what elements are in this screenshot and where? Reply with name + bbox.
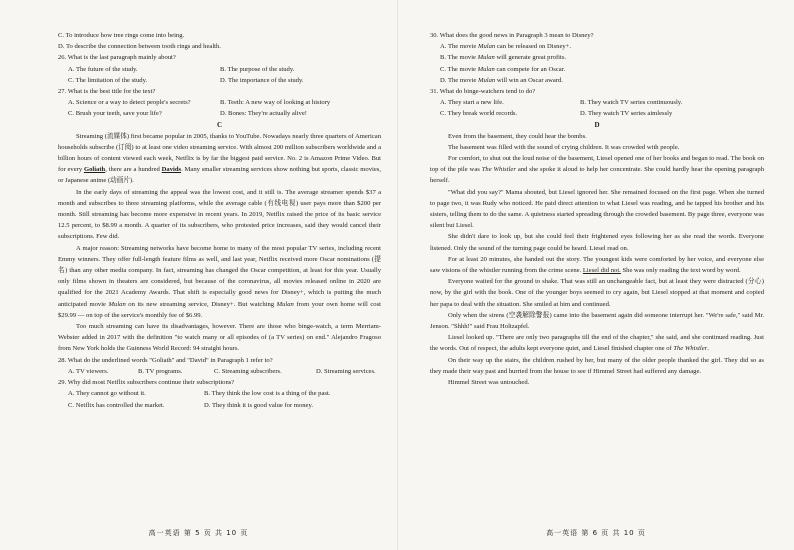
q30-option-d xyxy=(430,75,764,86)
q31-option-a: A. They start a new life. xyxy=(440,99,504,107)
d9-text-b: . xyxy=(707,345,709,353)
q30-c-mulan: Mulan xyxy=(477,65,495,73)
q27-option-c: C. Brush your teeth, save your life? xyxy=(68,110,162,118)
d9-text-a: Liesel looked up. "There are only two paragraphs till the end of the chapter," she said, and she continued reading. Just the words. Out of respect, the adults kept everyone quiet, and Liesel finished chapter one of xyxy=(430,334,764,353)
question-30: 30. What does the good news in Paragraph 3 mean to Disney? xyxy=(430,32,594,39)
d6-text-b: She was only reading the text word by word. xyxy=(620,267,741,275)
q29-row-2 xyxy=(58,400,381,411)
q29-option-a: A. They cannot go without it. xyxy=(68,390,146,398)
underlined-liesel-did-not: Liesel did not. xyxy=(582,267,621,275)
q30-b-prefix: B. The movie xyxy=(440,54,478,62)
q29-option-b: B. They think the low cost is a thing of the past. xyxy=(204,390,331,398)
passage-c-paragraph-3 xyxy=(58,243,381,321)
d3-text-a: For comfort, to shut out the loud noise of the basement, Liesel opened one of her books and began to read. The book on top of the pile was xyxy=(430,155,764,174)
q29-option-c: C. Netflix has controlled the market. xyxy=(68,401,165,409)
q28-option-b: B. TV programs. xyxy=(138,367,183,375)
passage-d-paragraph-1: Even from the basement, they could hear the bombs. xyxy=(448,132,587,140)
question-31: 31. What do binge-watchers tend to do? xyxy=(430,88,536,96)
d3-book-title: The Whistler xyxy=(481,166,516,174)
q26-row-1 xyxy=(58,64,381,75)
passage-c-paragraph-4: Too much streaming can have its disadvantages, however. There are those who binge-watch, a term Merriam-Webster added in 2017 with the definition "to watch many or all episodes of (a TV series) on end." Alejandro Fragoso from New York holds the Guinness World Record: 94 straight hours. xyxy=(58,323,381,353)
q27-option-d: D. Bones: They're actually alive! xyxy=(220,110,307,118)
q26-option-d: D. The importance of the study. xyxy=(220,76,304,84)
question-28: 28. What do the underlined words "Goliath" and "David" in Paragraph 1 refer to? xyxy=(58,356,273,364)
passage-d-paragraph-4: "What did you say?" Mama shouted, but Liesel ignored her. She remained focused on the first page. When she turned to page two, it was Rudy who noticed. He paid direct attention to what Liesel was reading, and he tapped his brother and his sisters, telling them to do the same. A quietness started spreading through the crowded basement. By page three, everyone was silent but Liesel. xyxy=(430,188,764,230)
q29-option-d: D. They think it is good value for money. xyxy=(204,401,313,409)
p1-text-b: , there are a hundred xyxy=(105,166,162,174)
underlined-davids: Davids xyxy=(161,166,182,174)
q30-b-mulan: Mulan xyxy=(477,54,495,62)
q30-d-suffix: will win an Oscar award. xyxy=(495,76,563,84)
p1-text-a: Streaming (流媒体) first became popular in 2005, thanks to YouTube. Nowadays nearly three quarters of American households subscribe (订阅) to at least one video streaming service. With almost 200 million subscribers worldwide and a billion hours of content viewed each week, Netflix is by far the biggest paid service. No. 2 is Amazon Prime Video. But for every xyxy=(58,132,381,174)
q27-option-b: B. Teeth: A new way of looking at history xyxy=(220,99,331,107)
d9-book-title: The Whistler xyxy=(673,345,708,353)
underlined-goliath: Goliath xyxy=(83,166,106,174)
q26-row-2 xyxy=(58,75,381,86)
q27-row-2 xyxy=(58,108,381,119)
page-right xyxy=(397,0,794,550)
d6-text-a: For at least 20 minutes, she handed out the story. The youngest kids were comforted by her voice, and everyone else saw visions of the whistler running from the crime scene. xyxy=(430,255,764,275)
q30-c-suffix: can compete for an Oscar. xyxy=(494,65,566,73)
q26-option-a: A. The future of the study. xyxy=(68,65,138,73)
p3-text-a: A major reason: Streaming networks have become home to many of the most popular TV series, including recent Emmy winners. They offer full-length feature films as well, and last year, Netflix received more Oscar nominations (提名) than any other media company. In fact, streaming has changed the Oscar competition, at least for this year. Usually only films shown in theaters are considered, but because of the coronavirus, all movies released online in 2020 are qualified for the 2021 Academy Awards. That shift is especially good news for Disney+, which is putting the much anticipated movie xyxy=(58,244,381,308)
q30-a-suffix: can be released on Disney+. xyxy=(495,43,572,51)
q31-option-d: D. They watch TV series aimlessly xyxy=(580,110,673,118)
q30-option-a xyxy=(430,41,764,52)
q29-row-1 xyxy=(58,388,381,399)
q28-option-d: D. Streaming services. xyxy=(316,367,376,375)
q30-c-prefix: C. The movie xyxy=(440,65,478,73)
q30-a-prefix: A. The movie xyxy=(440,43,478,51)
q30-option-b xyxy=(430,52,764,63)
passage-d-paragraph-2: The basement was filled with the sound of crying children. It was crowded with people. xyxy=(448,143,680,151)
question-26: 26. What is the last paragraph mainly about? xyxy=(58,54,176,62)
p3-mulan-2: Mulan xyxy=(276,300,294,308)
q30-option-c xyxy=(430,64,764,75)
q30-d-mulan: Mulan xyxy=(477,76,496,84)
q25-option-d: D. To describe the connection between tooth rings and health. xyxy=(58,43,221,51)
q28-option-a: A. TV viewers. xyxy=(68,367,109,375)
passage-d-paragraph-10: On their way up the stairs, the children rushed by her, but many of the older people thanked the girl. They did so as they made their way past and hurried from the house to see if Himmel Street had suffered any damage. xyxy=(430,356,764,375)
passage-d-paragraph-5: She didn't dare to look up, but she could feel their frightened eyes following her as she read the words. Everyone listened. Only the sound of the turning page could be heard. Liesel read on. xyxy=(430,233,764,252)
passage-d-paragraph-7: Everyone waited for the ground to shake. That was still an unchangeable fact, but at least they were distracted (分心) now, by the girl with the book. One of the younger boys seemed to cry again, but Liesel stopped at that moment and copied her papa to deal with the situation. She smiled at him and continued. xyxy=(430,278,764,308)
section-c-heading: C xyxy=(216,120,223,129)
q30-d-prefix: D. The movie xyxy=(440,76,478,84)
d3-text-b: and she spoke it aloud to help her concentrate. She could hardly hear the opening paragraph herself. xyxy=(430,166,765,185)
p1-text-c: . Many smaller streaming services show nothing but sports, classic movies, or Japanese anime (动画片). xyxy=(58,166,381,185)
passage-d-paragraph-9 xyxy=(430,332,764,354)
passage-d-paragraph-11: Himmel Street was untouched. xyxy=(448,379,530,387)
passage-c-paragraph-2: In the early days of streaming the appeal was the lowest cost, and it still is. The average streamer spends $37 a month and subscribes to three streaming platforms, while the average cable (有线电视) user pays more than $200 per month. Still streaming has become more expensive in recent years. In 2019, Netflix raised the price of its basic service 12.5 percent, to $8.99 a month. A quarter of its subscribers, who protested price increases, said they would cancel their subscriptions. Few did. xyxy=(58,188,381,241)
q31-option-b: B. They watch TV series continuously. xyxy=(580,99,683,107)
page-footer-right: 高一英语 第 6 页 共 10 页 xyxy=(546,529,646,537)
q31-row-1 xyxy=(430,97,764,108)
q30-b-suffix: will generate great profits. xyxy=(494,54,567,62)
q26-option-c: C. The limitation of the study. xyxy=(68,76,148,84)
question-27: 27. What is the best title for the text? xyxy=(58,88,156,96)
q31-row-2 xyxy=(430,108,764,119)
q27-option-a: A. Science or a way to detect people's secrets? xyxy=(68,99,191,107)
passage-c-paragraph-1 xyxy=(58,131,381,187)
q30-a-mulan: Mulan xyxy=(477,43,496,51)
q26-option-b: B. The purpose of the study. xyxy=(220,65,295,73)
q28-options xyxy=(58,366,381,377)
question-29: 29. Why did most Netflix subscribers continue their subscriptions? xyxy=(58,379,235,387)
p3-text-b: on its new streaming service, Disney+. But watching xyxy=(125,300,277,308)
passage-d-paragraph-6 xyxy=(430,254,764,276)
passage-d-paragraph-8: Only when the sirens (空袭解除警报) came into the basement again did someone interrupt her. "We're safe," said Mr. Jenson. "Shhh!" said Frau Holtzapfel. xyxy=(430,311,764,331)
section-d-heading: D xyxy=(594,120,600,129)
page-footer-left: 高一英语 第 5 页 共 10 页 xyxy=(148,529,249,537)
q31-option-c: C. They break world records. xyxy=(440,110,518,118)
p3-text-c: from your own home will cost $29.99 — on top of the service's monthly fee of $6.99. xyxy=(58,300,381,319)
q25-option-c: C. To introduce how tree rings come into being. xyxy=(58,32,185,39)
p3-mulan-1: Mulan xyxy=(108,300,126,308)
passage-d-paragraph-3 xyxy=(430,153,764,187)
q28-option-c: C. Streaming subscribers. xyxy=(214,367,282,375)
q27-row-1 xyxy=(58,97,381,108)
